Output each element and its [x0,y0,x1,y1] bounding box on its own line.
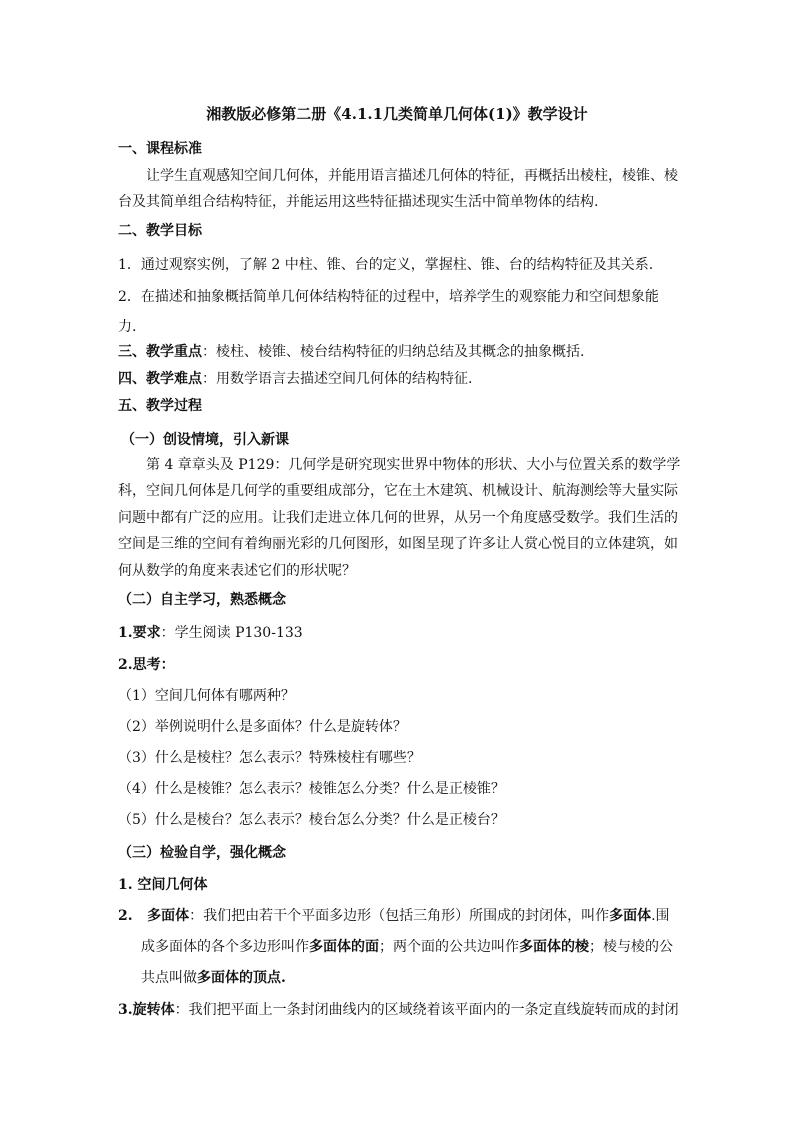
question-5: （5）什么是棱台？怎么表示？棱台怎么分类？什么是正棱台？ [118,812,505,828]
requirement-text: ：学生阅读 P130-133 [160,625,303,641]
concept-item-1: 1. 空间几何体 [118,877,208,893]
standards-text-line-1: 让学生直观感知空间几何体，并能用语言描述几何体的特征，再概括出棱柱，棱锥、棱 [146,168,678,184]
concept-item-2-line-2 [141,938,701,956]
key-points-label: 三、教学重点 [118,344,202,360]
polyhedron-def-text-3: 成多面体的各个多边形叫作 [141,939,309,955]
polyhedron-edge-term: 多面体的棱 [519,939,589,955]
subsection-heading-check: （三）检验自学，强化概念 [118,845,286,861]
concept-item-2-number: 2. [118,908,133,924]
difficulties-label: 四、教学难点 [118,371,202,387]
think-heading: 2.思考： [118,657,175,673]
standards-text-line-2: 台及其简单组合结构特征，并能运用这些特征描述现实生活中简单物体的结构. [118,194,599,210]
question-4: （4）什么是棱锥？怎么表示？棱锥怎么分类？什么是正棱锥？ [118,781,505,797]
polyhedron-def-text-2: .围 [651,908,670,924]
goal-item-1: 1．通过观察实例，了解 2 中柱、锥、台的定义，掌握柱、锥、台的结构特征及其关系. [118,257,654,273]
key-points-paragraph [118,343,678,361]
goal-item-2-line-1: 2．在描述和抽象概括简单几何体结构特征的过程中，培养学生的观察能力和空间想象能 [118,289,659,305]
intro-text-line-5: 何从数学的角度来表述它们的形状呢？ [118,563,356,579]
difficulties-text: ：用数学语言去描述空间几何体的结构特征. [202,371,473,387]
intro-text-line-4: 空间是三维的空间有着绚丽光彩的几何图形，如图呈现了许多让人赏心悦目的立体建筑，如 [118,536,678,552]
solid-of-revolution-text: ：我们把平面上一条封闭曲线内的区域绕着该平面内的一条定直线旋转而成的封闭 [174,1002,679,1018]
polyhedron-def-text-1: ：我们把由若干个平面多边形（包括三角形）所围成的封闭体，叫作 [189,908,610,924]
subsection-heading-intro: （一）创设情境，引入新课 [121,432,289,448]
polyhedron-def-text-6: 共点叫做 [141,970,197,986]
polyhedron-def-text-4: ；两个面的公共边叫作 [379,939,519,955]
section-heading-process: 五、教学过程 [118,398,202,414]
key-points-text: ：棱柱、棱锥、棱台结构特征的归纳总结及其概念的抽象概括. [202,344,585,360]
section-heading-standards: 一、课程标准 [118,141,202,157]
question-1: （1）空间几何体有哪两种？ [118,688,295,704]
concept-item-2-line-1 [118,907,678,925]
intro-text-line-2: 科，空间几何体是几何学的重要组成部分，它在土木建筑、机械设计、航海测绘等大量实际 [118,483,678,499]
requirement-label: 1.要求 [118,625,161,641]
intro-text-line-1: 第 4 章章头及 P129：几何学是研究现实世界中物体的形状、大小与位置关系的数学学 [146,457,681,473]
difficulties-paragraph [118,370,678,388]
concept-item-2-line-3 [141,969,701,987]
solid-of-revolution-label: 3.旋转体 [118,1002,175,1018]
section-heading-goals: 二、教学目标 [118,223,202,239]
polyhedron-face-term: 多面体的面 [309,939,379,955]
goal-item-2-line-2: 力. [118,319,137,335]
question-2: （2）举例说明什么是多面体？什么是旋转体？ [118,719,407,735]
page-title: 湘教版必修第二册《4.1.1几类简单几何体(1)》教学设计 [206,105,588,123]
polyhedron-label: 多面体 [147,908,190,924]
polyhedron-vertex-term: 多面体的顶点. [197,970,286,986]
subsection-heading-self-study: （二）自主学习，熟悉概念 [118,592,286,608]
polyhedron-def-text-5: ；棱与棱的公 [589,939,673,955]
requirement-paragraph [118,624,678,642]
question-3: （3）什么是棱柱？怎么表示？特殊棱柱有哪些？ [118,750,421,766]
polyhedron-term: 多面体 [609,908,652,924]
intro-text-line-3: 问题中都有广泛的应用。让我们走进立体几何的世界，从另一个角度感受数学。我们生活的 [118,510,678,526]
concept-item-3-line-1 [118,1001,678,1019]
